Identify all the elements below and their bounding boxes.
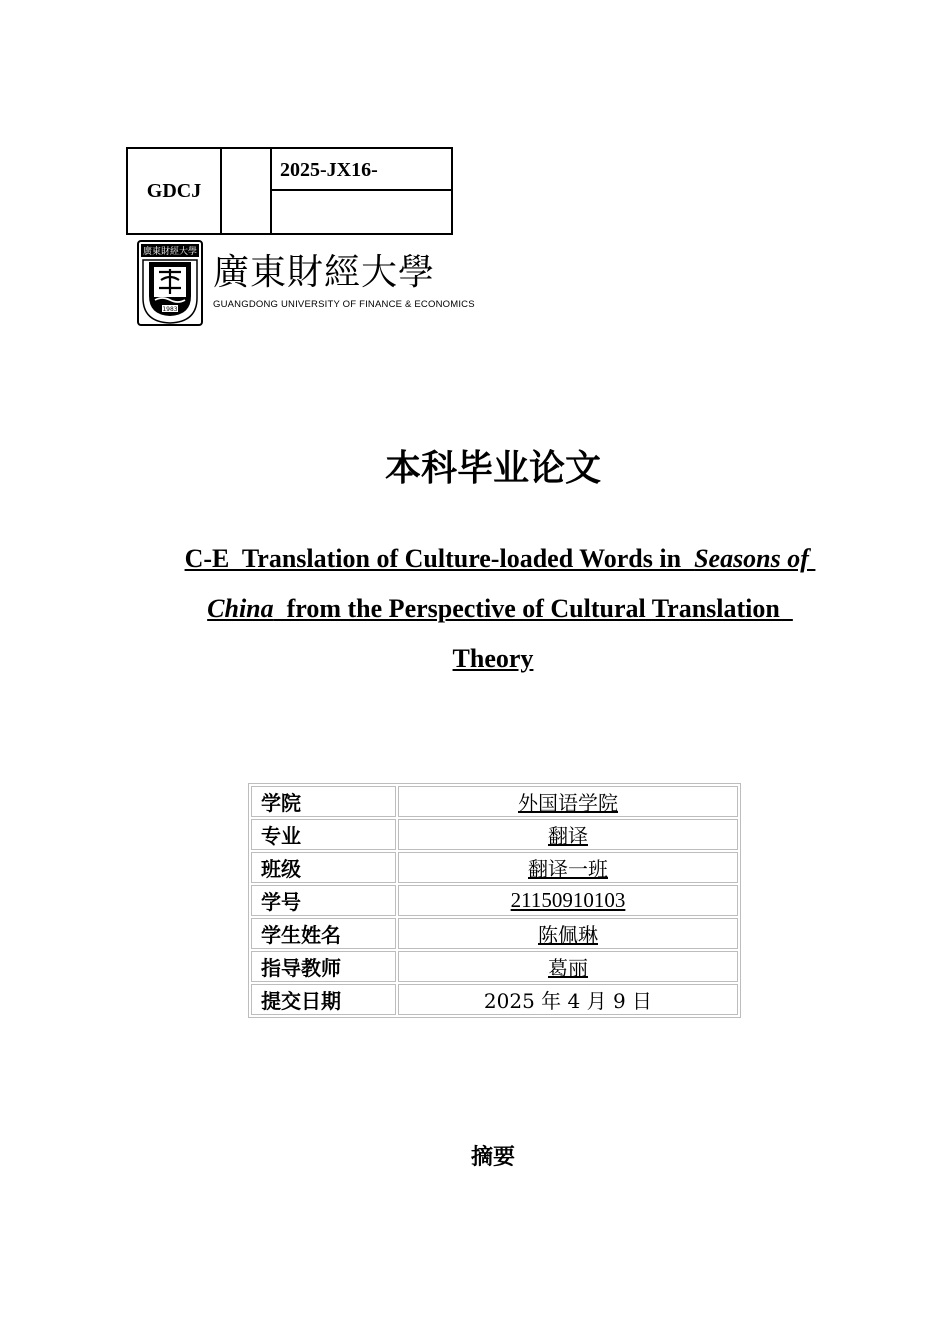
code-prefix: GDCJ	[127, 148, 221, 234]
info-label-submission-date: 提交日期	[251, 984, 396, 1015]
info-label-college: 学院	[251, 786, 396, 817]
code-number: 2025-JX16-	[271, 148, 452, 190]
svg-text:廣東財經大學: 廣東財經大學	[142, 247, 198, 257]
student-info-table	[248, 783, 741, 1018]
info-value-student-id: 21150910103	[398, 885, 738, 916]
info-value-supervisor: 葛丽	[398, 951, 738, 982]
info-label-supervisor: 指导教师	[251, 951, 396, 982]
svg-text:1983: 1983	[162, 306, 178, 313]
university-logo	[137, 240, 475, 330]
info-value-student-name: 陈佩琳	[398, 918, 738, 949]
info-value-class: 翻译一班	[398, 852, 738, 883]
info-label-student-id: 学号	[251, 885, 396, 916]
info-label-class: 班级	[251, 852, 396, 883]
code-spacer-cell	[221, 148, 271, 234]
info-label-major: 专业	[251, 819, 396, 850]
university-seal-icon	[137, 240, 203, 326]
abstract-heading: 摘要	[470, 1145, 515, 1170]
code-empty-cell	[271, 190, 452, 234]
thesis-title-line-2: China from the Perspective of Cultural Translation	[207, 594, 793, 623]
table-row	[251, 819, 738, 850]
university-chinese-name: 廣東財經大學	[213, 252, 436, 293]
table-row	[251, 918, 738, 949]
info-value-major: 翻译	[398, 819, 738, 850]
info-label-student-name: 学生姓名	[251, 918, 396, 949]
university-english-name: GUANGDONG UNIVERSITY OF FINANCE & ECONOMICS	[213, 299, 475, 310]
table-row	[251, 984, 738, 1015]
document-code-box	[126, 147, 453, 235]
document-type-heading: 本科毕业论文	[384, 448, 601, 489]
table-row	[251, 951, 738, 982]
thesis-title-line-1: C-E Translation of Culture-loaded Words in Seasons of	[184, 544, 816, 573]
table-row	[251, 786, 738, 817]
table-row	[251, 885, 738, 916]
info-value-college: 外国语学院	[398, 786, 738, 817]
thesis-title-line-3: Theory	[452, 644, 534, 673]
info-value-submission-date: 2025 年 4 月 9 日	[398, 984, 738, 1015]
table-row	[251, 852, 738, 883]
